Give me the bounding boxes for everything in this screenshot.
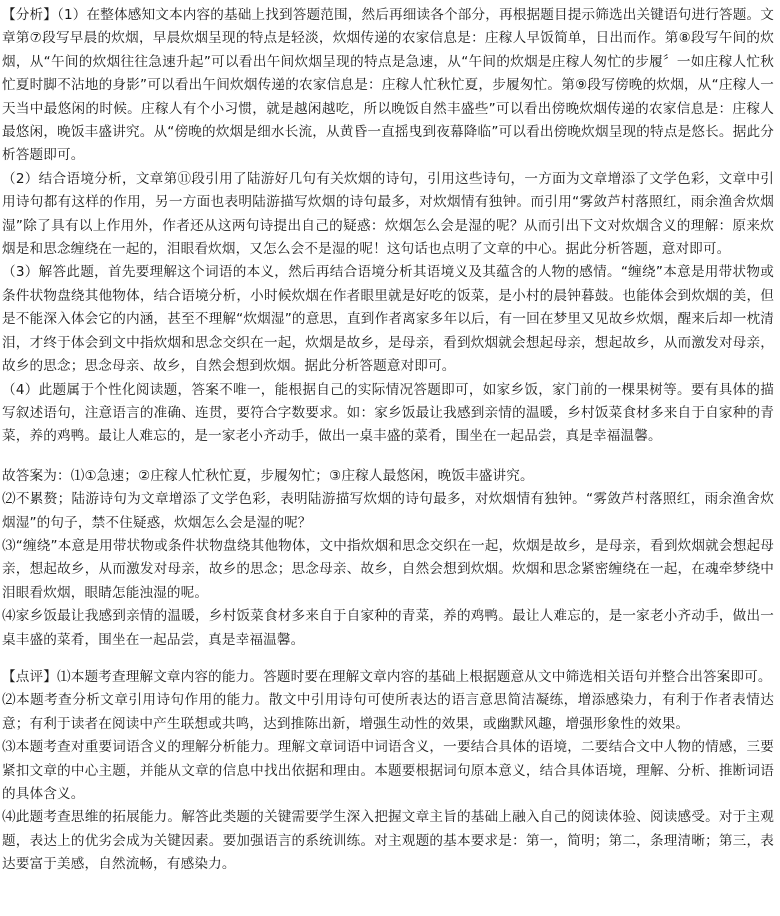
- answer-item-2: ⑵不累赘；陆游诗句为文章增添了文学色彩，表明陆游描写炊烟的诗句最多，对炊烟情有独钟。“雾敛芦村落照红，雨余渔舍炊烟湿”的句子，禁不住疑惑，炊烟怎么会是湿的呢？: [2, 491, 774, 531]
- answer-item-4: ⑷家乡饭最让我感到亲情的温暖，乡村饭菜食材多来自于自家种的青菜，养的鸡鸭。最让人难忘的，是一家老小齐动手，做出一桌丰盛的菜肴，围坐在一起品尝，真是幸福温馨。: [2, 608, 774, 648]
- comment-item-2: ⑵本题考查分析文章引用诗句作用的能力。散文中引用诗句可使所表达的语言意思简洁凝练，增添感染力，有利于作者表情达意；有利于读者在阅读中产生联想或共鸣，达到推陈出新，增强生动性的效果，或幽默风趣，增强形象性的效果。: [2, 692, 774, 732]
- analysis-section: [2, 4, 774, 449]
- analysis-label: 【分析】: [2, 7, 57, 23]
- section-spacer: [2, 449, 774, 465]
- comment-label: 【点评】: [2, 668, 57, 685]
- answer-item-1: 故答案为：⑴①急速；②庄稼人忙秋忙夏，步履匆忙；③庄稼人最悠闲，晚饭丰盛讲究。: [2, 467, 534, 484]
- answer-item-3: ⑶“缠绕”本意是用带状物或条件状物盘绕其他物体，文中指炊烟和思念交织在一起，炊烟是故乡，是母亲，看到炊烟就会想起母亲，想起故乡，从而激发对母亲，故乡的思念；思念母亲、故乡，自然会想到炊烟。炊烟和思念紧密缠绕在一起，在魂牵梦绕中泪眼看炊烟，眼睛怎能浊湿的呢。: [2, 537, 774, 601]
- section-spacer: [2, 652, 774, 666]
- comment-item-1: 【点评】⑴本题考查理解文章内容的能力。答题时要在理解文章内容的基础上根据题意从文中筛选相关语句并整合出答案即可。: [2, 668, 772, 685]
- analysis-item-4: （4）此题属于个性化阅读题，答案不唯一，能根据自己的实际情况答题即可，如家乡饭，家门前的一棵果树等。要有具体的描写叙述语句，注意语言的准确、连贯，要符合字数要求。如：家乡饭最让我感到亲情的温暖，乡村饭菜食材多来自于自家种的青菜，养的鸡鸭。最让人难忘的，是一家老小齐动手，做出一桌丰盛的菜肴，围坐在一起品尝，真是幸福温馨。: [2, 381, 774, 445]
- analysis-item-3: （3）解答此题，首先要理解这个词语的本义，然后再结合语境分析其语境义及其蕴含的人物的感情。“缠绕”本意是用带状物或条件状物盘绕其他物体，结合语境分析，小时候炊烟在作者眼里就是好吃的饭菜，是小村的晨钟暮鼓。也能体会到炊烟的美，但是不能深入体会它的内涵，甚至不理解“炊烟湿”的意思，直到作者离家多年以后，有一回在梦里又见故乡炊烟，醒来后却一枕清泪，才终于体会到文中指炊烟和思念交织在一起，炊烟是故乡，是母亲，看到炊烟就会想起母亲，想起故乡，从而激发对母亲，故乡的思念；思念母亲、故乡，自然会想到炊烟。据此分析答题意对即可。: [2, 264, 774, 375]
- comment-item-4: ⑷此题考查思维的拓展能力。解答此类题的关键需要学生深入把握文章主旨的基础上融入自己的阅读体验、阅读感受。对于主观题，表达上的优劣会成为关键因素。要加强语言的系统训练。对主观题的基本要求是：第一，简明；第二，条理清晰；第三，表达要富于美感，自然流畅，有感染力。: [2, 809, 774, 873]
- comment-item-3: ⑶本题考查对重要词语含义的理解分析能力。理解文章词语中词语含义，一要结合具体的语境，二要结合文中人物的情感，三要紧扣文章的中心主题，并能从文章的信息中找出依据和理由。本题要根据词句原本意义，结合具体语境，理解、分析、推断词语的具体含义。: [2, 739, 774, 802]
- analysis-item-1: 【分析】（1）在整体感知文本内容的基础上找到答题范围，然后再细读各个部分，再根据题目提示筛选出关键语句进行答题。文章第⑦段写早晨的炊烟，早晨炊烟呈现的特点是轻淡，炊烟传递的农家信息是：庄稼人早饭简单，日出而作。第⑧段写午间的炊烟，从“午间的炊烟往往急速升起”可以看出午间炊烟呈现的特点是急速，从“午间的炊烟是庄稼人匆忙的步履〞一如庄稼人忙秋忙夏时脚不沾地的身影”可以看出午间炊烟传递的农家信息是：庄稼人忙秋忙夏，步履匆忙。第⑨段写傍晚的炊烟，从“庄稼人一天当中最悠闲的时候。庄稼人有个小习惯，就是越闲越吃，所以晚饭自然丰盛些”可以看出傍晚炊烟传递的农家信息是：庄稼人最悠闲，晚饭丰盛讲究。从“傍晚的炊烟是细水长流，从黄昏一直摇曳到夜幕降临”可以看出傍晚炊烟呈现的特点是悠长。据此分析答题即可。: [2, 7, 774, 164]
- answer-label: 故答案为：: [2, 467, 71, 484]
- comment-section: [2, 666, 774, 877]
- analysis-item-2: （2）结合语境分析，文章第⑪段引用了陆游好几句有关炊烟的诗句，引用这些诗句，一方面为文章增添了文学色彩，文章中引用诗句都有这样的作用，另一方面也表明陆游描写炊烟的诗句最多，对炊烟情有独钟。而引用“雾敛芦村落照红，雨余渔舍炊烟湿”除了具有以上作用外，作者还从这两句诗提出自己的疑惑：炊烟怎么会是湿的呢？从而引出下文对炊烟含义的理解：原来炊烟是和思念缠绕在一起的，泪眼看炊烟，又怎么会不是湿的呢！这句话也点明了文章的中心。据此分析答题，意对即可。: [2, 170, 774, 258]
- answer-section: [2, 465, 774, 652]
